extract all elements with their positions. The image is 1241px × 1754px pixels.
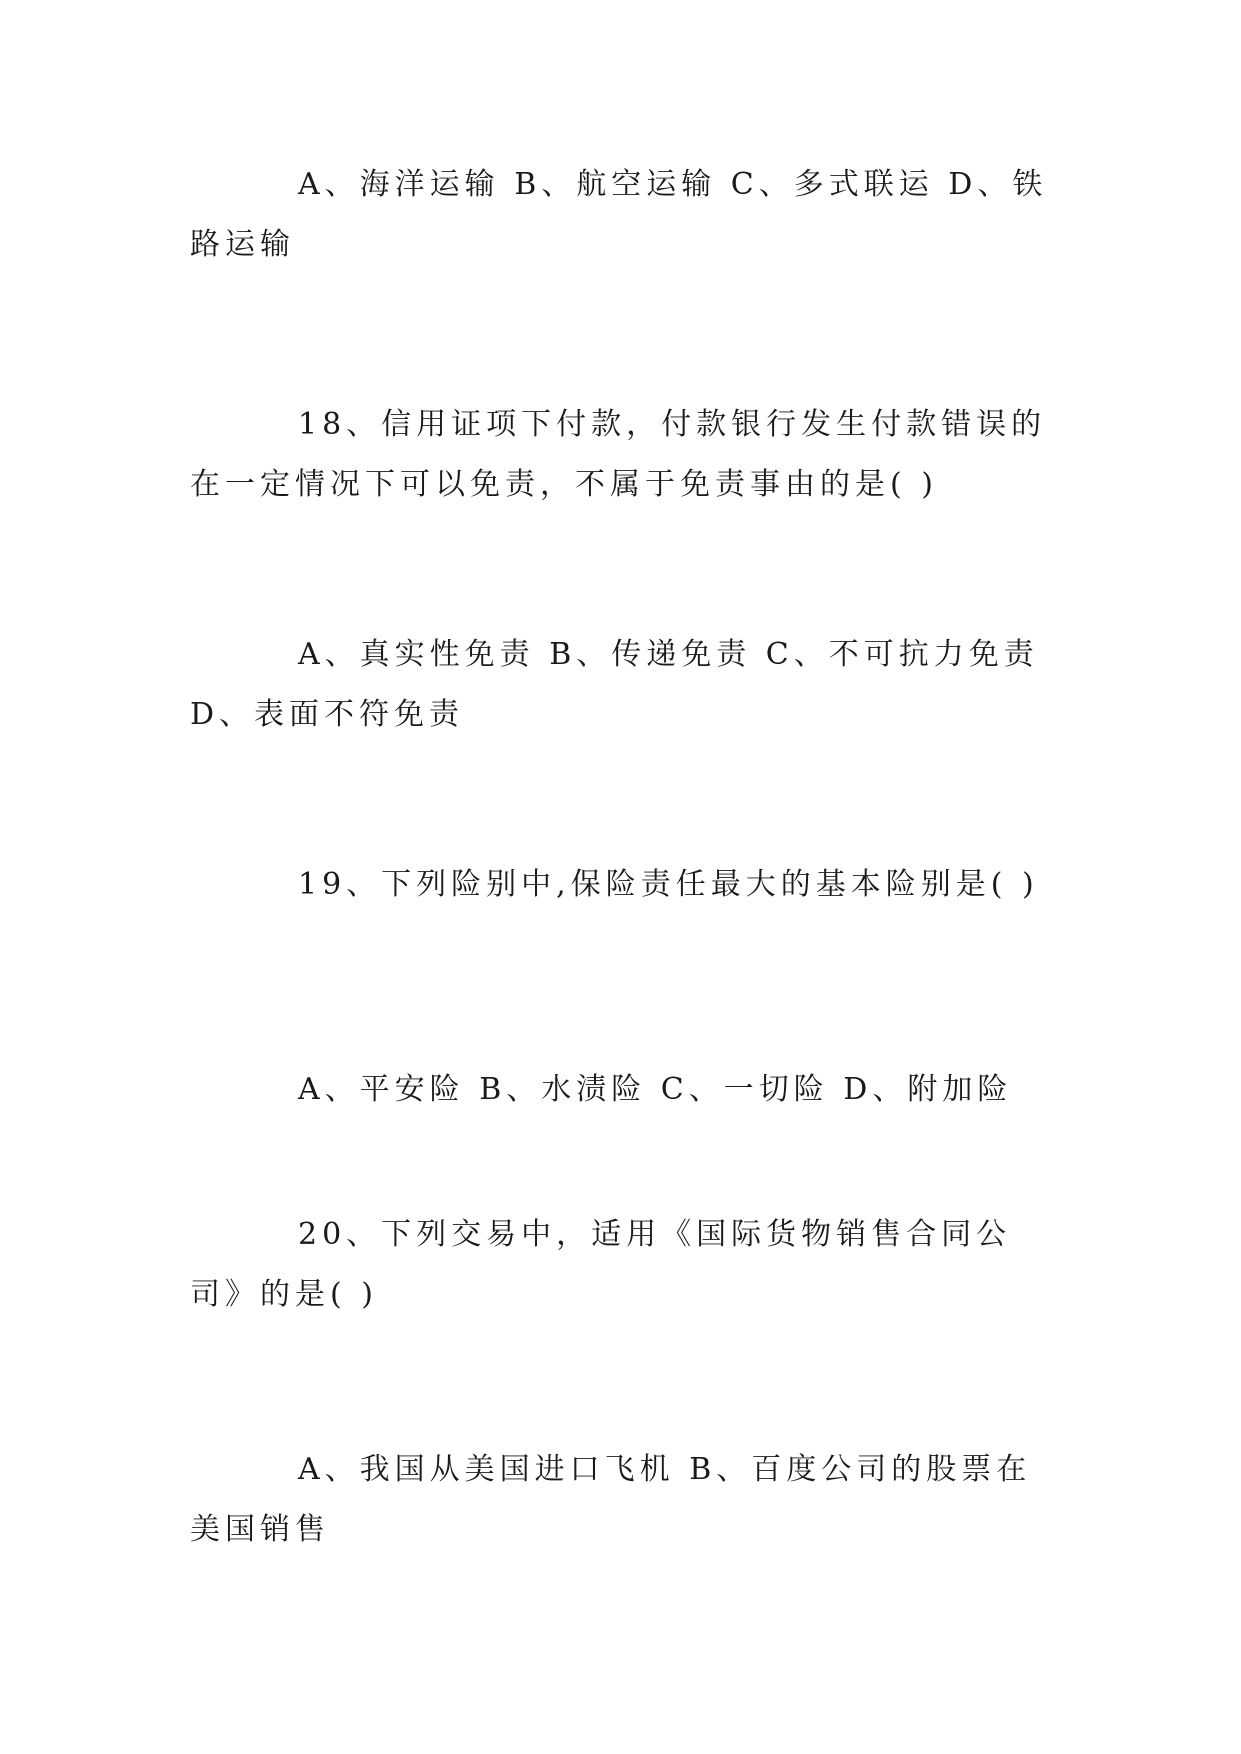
answer-options-20: A、我国从美国进口飞机 B、百度公司的股票在美国销售	[190, 1452, 1032, 1547]
question-20: 20、下列交易中，适用《国际货物销售合同公司》的是( )	[190, 1217, 1012, 1312]
question-19: 19、下列险别中,保险责任最大的基本险别是( )	[298, 867, 1039, 902]
answer-options-19: A、平安险 B、水渍险 C、一切险 D、附加险	[298, 1072, 1013, 1107]
answer-options-18: A、真实性免责 B、传递免责 C、不可抗力免责 D、表面不符免责	[190, 637, 1039, 732]
answer-options-17: A、海洋运输 B、航空运输 C、多式联运 D、铁路运输	[190, 167, 1048, 262]
question-18: 18、信用证项下付款，付款银行发生付款错误的在一定情况下可以免责，不属于免责事由的是( )	[190, 407, 1047, 502]
